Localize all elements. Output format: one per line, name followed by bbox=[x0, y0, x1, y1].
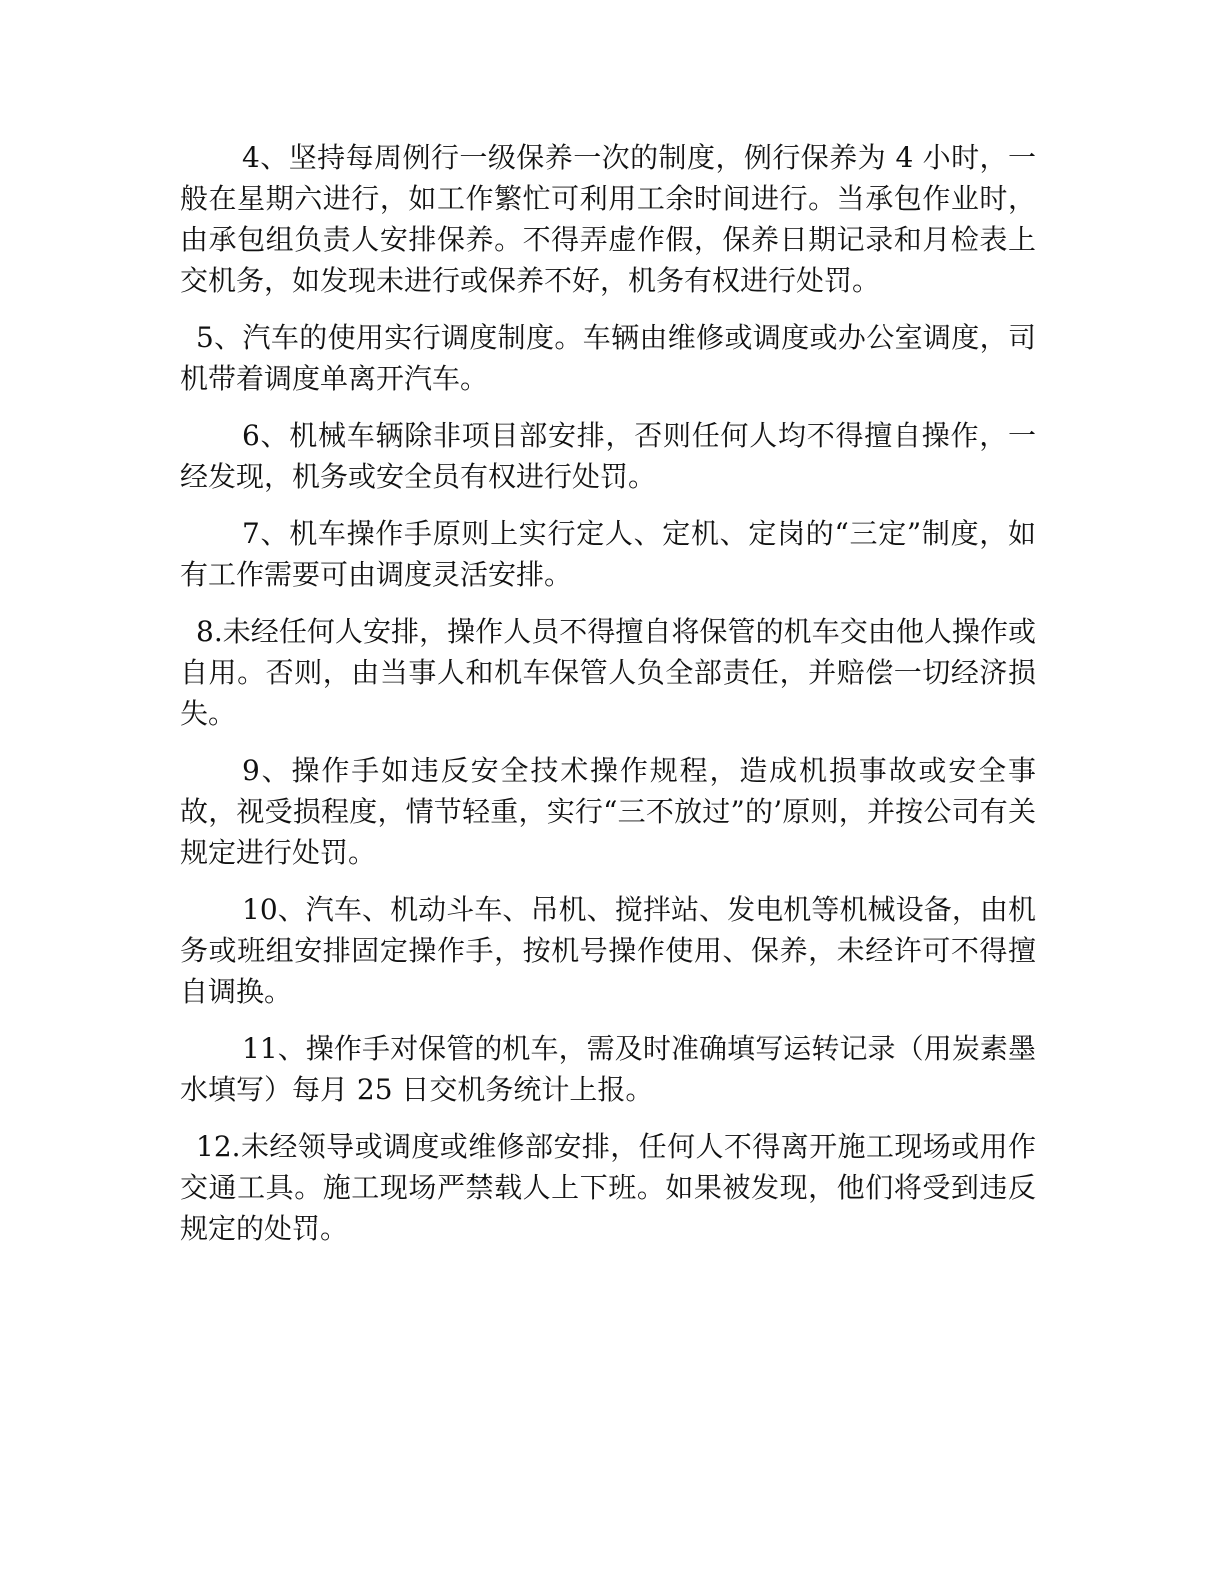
paragraph-5: 5、汽车的使用实行调度制度。车辆由维修或调度或办公室调度，司机带着调度单离开汽车。 bbox=[180, 321, 1036, 395]
paragraph-6: 6、机械车辆除非项目部安排，否则任何人均不得擅自操作，一经发现，机务或安全员有权进行处罚。 bbox=[180, 419, 1036, 493]
paragraph-9: 9、操作手如违反安全技术操作规程，造成机损事故或安全事故，视受损程度，情节轻重，实行“三不放过”的’原则，并按公司有关规定进行处罚。 bbox=[180, 754, 1036, 869]
paragraph-4: 4、坚持每周例行一级保养一次的制度，例行保养为 4 小时，一般在星期六进行，如工作繁忙可利用工余时间进行。当承包作业时，由承包组负责人安排保养。不得弄虚作假，保养日期记录和月检表上交机务，如发现未进行或保养不好，机务有权进行处罚。 bbox=[180, 141, 1036, 297]
paragraph-7: 7、机车操作手原则上实行定人、定机、定岗的“三定”制度，如有工作需要可由调度灵活安排。 bbox=[180, 517, 1036, 591]
paragraph-8: 8.未经任何人安排，操作人员不得擅自将保管的机车交由他人操作或自用。否则，由当事人和机车保管人负全部责任，并赔偿一切经济损失。 bbox=[180, 615, 1036, 730]
paragraph-11: 11、操作手对保管的机车，需及时准确填写运转记录（用炭素墨水填写）每月 25 日交机务统计上报。 bbox=[180, 1032, 1036, 1106]
document-body bbox=[180, 137, 1036, 1265]
paragraph-12: 12.未经领导或调度或维修部安排，任何人不得离开施工现场或用作交通工具。施工现场严禁载人上下班。如果被发现，他们将受到违反规定的处罚。 bbox=[180, 1130, 1036, 1245]
paragraph-10: 10、汽车、机动斗车、吊机、搅拌站、发电机等机械设备，由机务或班组安排固定操作手，按机号操作使用、保养，未经许可不得擅自调换。 bbox=[180, 893, 1036, 1008]
